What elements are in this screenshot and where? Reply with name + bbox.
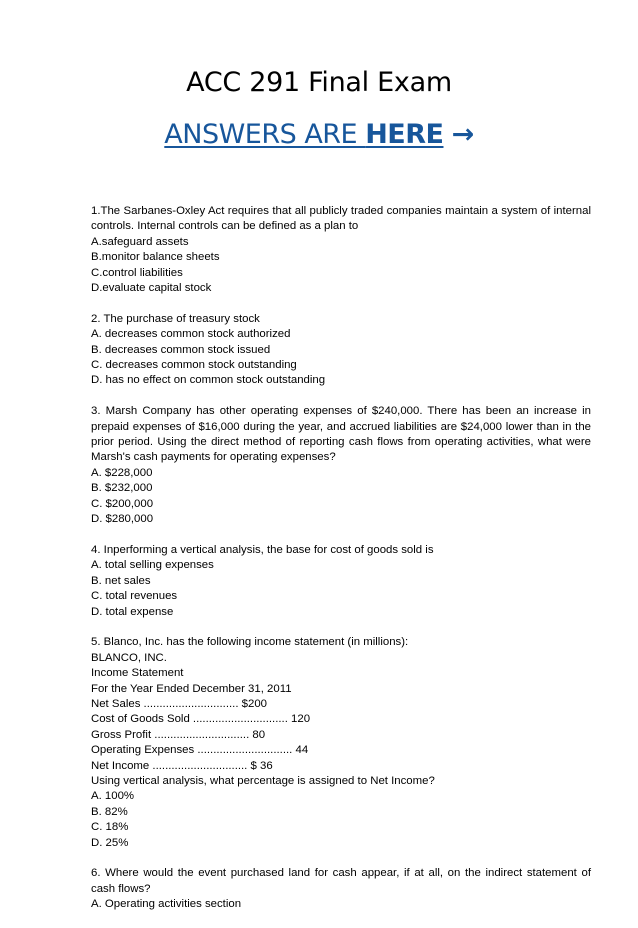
answer-option: D.evaluate capital stock [91,282,212,295]
answer-option: A. Operating activities section [91,898,242,911]
answer-option: A. $228,000 [91,466,153,479]
answer-option: C. total revenues [91,590,178,603]
answer-option: B. decreases common stock issued [91,343,271,356]
statement-line: Net Income .............................. $ 36 [91,759,273,772]
question-stem: 2. The purchase of treasury stock [91,312,260,325]
answer-option: D. $280,000 [91,513,154,526]
question-stem: 3. Marsh Company has other operating expenses of $240,000. There has been an increase in prepaid expenses of $16,000 during the year, and accrued liabilities are $24,000 lower than in the prior period. Using the direct method of reporting cash flows from operating activities, what were Marsh's cash payments for operating expenses? [91,405,591,464]
question-5 [91,635,591,851]
question-2 [91,312,591,389]
question-stem: 1.The Sarbanes-Oxley Act requires that all publicly traded companies maintain a system of internal controls. Internal controls can be defined as a plan to [91,205,591,233]
answers-link[interactable] [164,119,443,150]
statement-line: Income Statement [91,667,184,680]
arrow-right-icon: → [451,119,474,150]
answer-option: D. has no effect on common stock outstanding [91,374,326,387]
answers-link-here: HERE [365,119,444,150]
question-stem: 6. Where would the event purchased land for cash appear, if at all, on the indirect statement of cash flows? [91,867,591,895]
statement-line: For the Year Ended December 31, 2011 [91,682,292,695]
question-3 [91,404,591,527]
answer-option: A. total selling expenses [91,559,214,572]
question-stem: 5. Blanco, Inc. has the following income statement (in millions): [91,636,409,649]
answer-option: A. decreases common stock authorized [91,328,291,341]
page-title: ACC 291 Final Exam [186,67,452,98]
answer-option: C. $200,000 [91,497,154,510]
answer-option: B.monitor balance sheets [91,251,220,264]
answer-option: B. $232,000 [91,482,153,495]
question-4 [91,543,591,620]
statement-line: BLANCO, INC. [91,651,167,664]
answer-option: B. 82% [91,805,128,818]
question-1 [91,204,591,296]
question-6 [91,866,591,912]
exam-questions [91,204,591,928]
statement-line: Operating Expenses .............................. 44 [91,744,309,757]
answer-option: C.control liabilities [91,266,183,279]
answers-link-text: ANSWERS ARE [164,119,366,150]
answer-option: C. decreases common stock outstanding [91,359,297,372]
answer-option: B. net sales [91,574,151,587]
statement-line: Net Sales .............................. $200 [91,697,267,710]
answer-option: D. total expense [91,605,174,618]
answer-option: A.safeguard assets [91,235,189,248]
answers-link-line [0,118,638,152]
statement-line: Gross Profit .............................. 80 [91,728,266,741]
answer-option: D. 25% [91,836,129,849]
answer-option: A. 100% [91,790,135,803]
question-prompt: Using vertical analysis, what percentage is assigned to Net Income? [91,774,435,787]
statement-line: Cost of Goods Sold .............................. 120 [91,713,311,726]
question-stem: 4. Inperforming a vertical analysis, the base for cost of goods sold is [91,543,434,556]
answer-option: C. 18% [91,821,129,834]
